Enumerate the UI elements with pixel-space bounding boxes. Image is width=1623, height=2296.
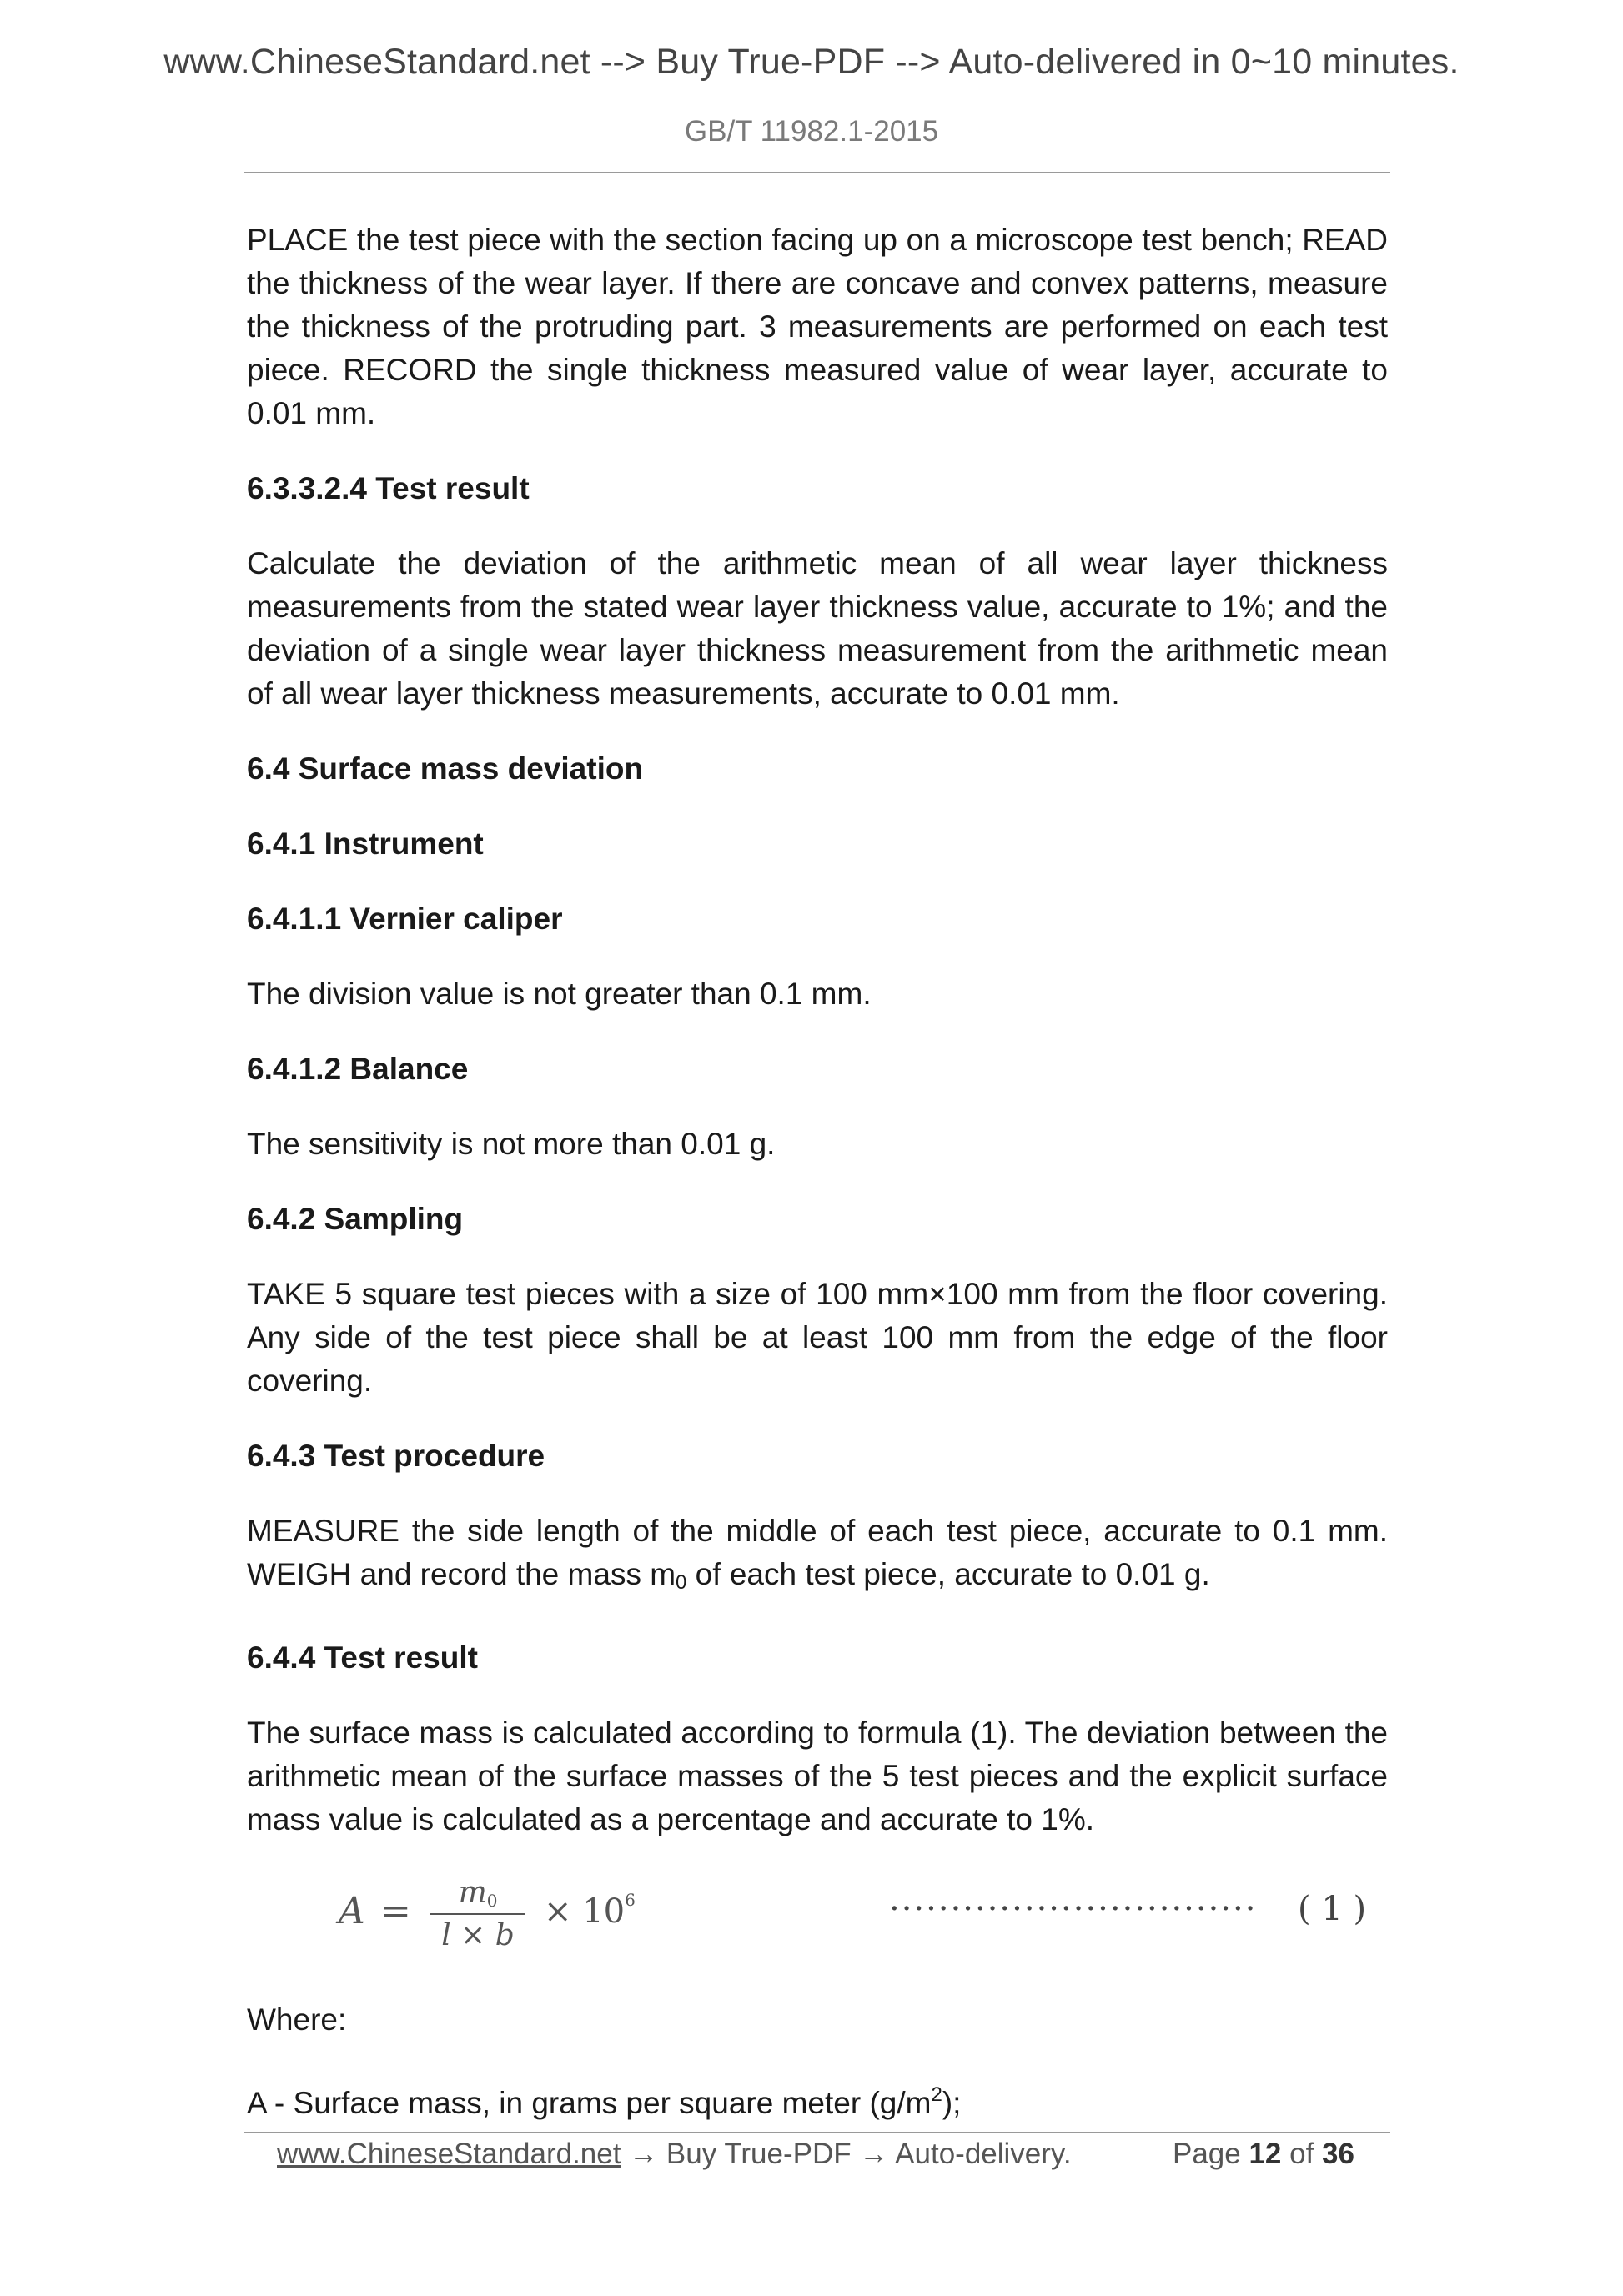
definition-a-text: A - Surface mass, in grams per square meter (g/m: [247, 2086, 932, 2120]
footer-divider: [244, 2132, 1390, 2133]
numerator-subscript: 0: [486, 1891, 498, 1911]
page-total: 36: [1322, 2138, 1354, 2170]
paragraph-surface-mass: The surface mass is calculated according to formula (1). The deviation between the arithmetic mean of the surface masses of the 5 test pieces and the explicit surface mass value is calculated as a percentage and accurate to 1%.: [247, 1716, 1388, 1836]
multiplier-exponent: 6: [625, 1890, 636, 1910]
formula-number: ( 1 ): [1298, 1890, 1367, 1928]
paragraph-caliper: The division value is not greater than 0.1 mm.: [247, 977, 872, 1011]
numerator-symbol: m: [458, 1876, 487, 1910]
formula-equals: =: [380, 1890, 411, 1932]
formula-denominator: l × b: [441, 1918, 515, 1952]
definition-a: [247, 2073, 1388, 2125]
formula-multiplier: [544, 1890, 636, 1931]
paragraph-wear-result: Calculate the deviation of the arithmetic mean of all wear layer thickness measurements from the stated wear layer thickness value, accurate to 1%; and the deviation of a single wear layer thickness measurement from the arithmetic mean of all wear layer thickness measurements, accurate to 0.01 mm.: [247, 546, 1388, 711]
definition-a-end: );: [942, 2086, 962, 2120]
heading-6-4-4: 6.4.4 Test result: [247, 1640, 478, 1675]
heading-6-4-1-1: 6.4.1.1 Vernier caliper: [247, 902, 563, 936]
page-indicator: [1173, 2138, 1354, 2171]
paragraph-where: Where:: [247, 2002, 347, 2037]
footer-site-link[interactable]: www.ChineseStandard.net: [277, 2138, 621, 2170]
procedure-text-a: MEASURE the side length of the middle of each test piece, accurate to 0.1 mm. WEIGH and record the mass m: [247, 1514, 1388, 1591]
paragraph-place: PLACE the test piece with the section facing up on a microscope test bench; READ the thickness of the wear layer. If there are concave and convex patterns, measure the thickness of the protruding part. 3 measurements are performed on each test piece. RECORD the single thickness measured value of wear layer, accurate to 0.01 mm.: [247, 223, 1388, 430]
footer-tagline: → Buy True-PDF → Auto-delivery.: [621, 2138, 1072, 2170]
heading-6-4-3: 6.4.3 Test procedure: [247, 1439, 545, 1473]
paragraph-balance: The sensitivity is not more than 0.01 g.: [247, 1127, 776, 1161]
page-label: Page: [1173, 2138, 1249, 2170]
page-number: 12: [1249, 2138, 1282, 2170]
heading-6-4-1: 6.4.1 Instrument: [247, 826, 484, 861]
top-banner: www.ChineseStandard.net --> Buy True-PDF --> Auto-delivered in 0~10 minutes.: [163, 42, 1460, 82]
page-footer: [0, 2138, 1623, 2188]
procedure-text-b: of each test piece, accurate to 0.01 g.: [686, 1557, 1210, 1591]
heading-6-4-1-2: 6.4.1.2 Balance: [247, 1052, 469, 1086]
paragraph-sampling: TAKE 5 square test pieces with a size of 100 mm×100 mm from the floor covering. Any side of the test piece shall be at least 100 mm from the edge of the floor covering.: [247, 1277, 1388, 1398]
formula-fraction: [424, 1873, 532, 1955]
procedure-subscript: 0: [676, 1571, 687, 1594]
formula-1: [247, 1873, 1388, 1965]
formula-lhs: A: [339, 1890, 365, 1932]
paragraph-procedure: [247, 1510, 1388, 1605]
standard-code: GB/T 11982.1-2015: [684, 115, 939, 148]
heading-6-3-3-2-4: 6.3.3.2.4 Test result: [247, 471, 530, 505]
multiplier-base: × 10: [544, 1892, 626, 1931]
heading-6-4: 6.4 Surface mass deviation: [247, 751, 644, 786]
of-label: of: [1281, 2138, 1323, 2170]
definition-a-superscript: 2: [931, 2083, 942, 2106]
formula-numerator: [424, 1873, 532, 1913]
document-body: [247, 219, 1388, 2157]
header-divider: [244, 172, 1390, 173]
heading-6-4-2: 6.4.2 Sampling: [247, 1202, 464, 1236]
footer-left: [277, 2138, 1072, 2171]
formula-leader-dots: ······························: [889, 1890, 1258, 1928]
